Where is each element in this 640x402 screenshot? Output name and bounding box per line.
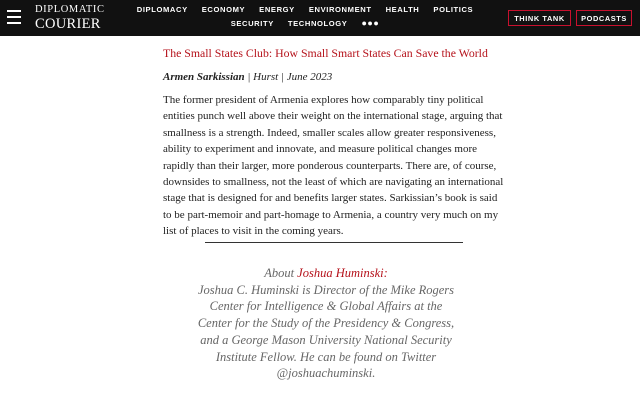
author-bio (196, 265, 456, 382)
more-menu-icon[interactable]: ●●● (361, 18, 380, 28)
byline (163, 70, 508, 84)
nav-item-technology[interactable]: TECHNOLOGY (287, 19, 348, 28)
nav-item-environment[interactable]: ENVIRONMENT (308, 5, 372, 14)
book-author: Armen Sarkissian (163, 71, 245, 83)
book-title-link[interactable]: The Small States Club: How Small Smart States Can Save the World (163, 46, 488, 60)
author-bio-text: Joshua C. Huminski is Director of the Mike Rogers Center for Intelligence & Global Affairs at the Center for the Study of the Presidency & Congress, and a George Mason University National Security Institute Fellow. He can be found on Twitter @joshuachuminski. (197, 282, 455, 381)
section-divider (205, 242, 463, 243)
nav-item-energy[interactable]: ENERGY (259, 5, 295, 14)
review-body: The former president of Armenia explores how comparably tiny political entities punch well above their weight on the international stage, arguing that smallness is a strength. Indeed, smaller scales allow greater responsiveness, ability to experiment and innovate, and measure political changes more rapidly than their larger, more ponderous counterparts. There are, of course, downsides to smallness, not the least of which are navigating an international stage that is designed for and benefits larger states. Sarkissian’s book is said to be part-memoir and part-homage to Armenia, a country very much on my list of places to visit in the coming years. (163, 94, 504, 238)
publisher-date: | Hurst | June 2023 (244, 71, 333, 83)
hamburger-menu-icon[interactable] (7, 10, 21, 24)
top-navigation-bar (0, 0, 640, 36)
book-review-entry (163, 45, 508, 240)
nav-item-politics[interactable]: POLITICS (433, 5, 474, 14)
nav-item-economy[interactable]: ECONOMY (201, 5, 246, 14)
think-tank-button[interactable]: THINK TANK (508, 10, 571, 26)
podcasts-button[interactable]: PODCASTS (576, 10, 632, 26)
section-nav (120, 5, 490, 28)
nav-item-health[interactable]: HEALTH (385, 5, 420, 14)
nav-item-security[interactable]: SECURITY (230, 19, 274, 28)
about-prefix: About (264, 266, 298, 280)
logo-line-1: DIPLOMATIC (35, 4, 105, 15)
nav-item-diplomacy[interactable]: DIPLOMACY (136, 5, 188, 14)
logo-line-2: COURIER (35, 15, 101, 32)
author-name-link[interactable]: Joshua Huminski: (297, 266, 388, 280)
site-logo[interactable] (35, 5, 105, 31)
